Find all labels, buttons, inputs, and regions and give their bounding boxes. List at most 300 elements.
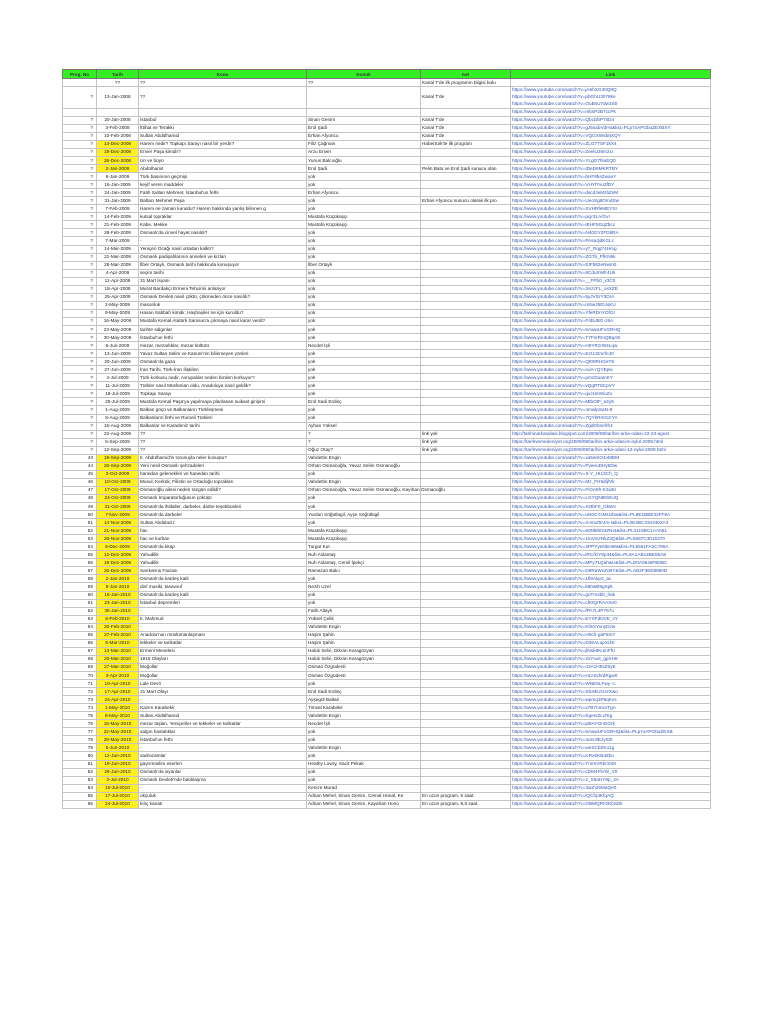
table-row (63, 414, 711, 422)
cell-konu: Balkanların fethi ve Rumeli Türkleri (139, 414, 307, 422)
cell-link[interactable]: https://www.youtube.com/watch?v=F4bUBG-z6A (511, 317, 711, 325)
table-row (63, 317, 711, 325)
cell-konu: mezar, mezarlıklar, mezar kültürü (139, 342, 307, 350)
cell-konuk: Erol Şadi (307, 165, 421, 173)
cell-konuk: yok (307, 575, 421, 583)
table-row (63, 583, 711, 591)
cell-not (421, 631, 511, 639)
cell-link[interactable]: https://www.youtube.com/watch?v=XezzFL_osXZE (511, 285, 711, 293)
cell-prog-no: 81 (63, 760, 97, 768)
cell-konuk: yok (307, 752, 421, 760)
cell-link[interactable]: https://www.youtube.com/watch?v=S-Y_HI13Ch_Q (511, 470, 711, 478)
table-row (63, 800, 711, 808)
cell-link[interactable]: https://www.youtube.com/watch?v=fPA7L4P767o (511, 607, 711, 615)
cell-konuk: yok (307, 519, 421, 527)
cell-konu: Anadolu'nun müslümanlaşması (139, 631, 307, 639)
cell-prog-no: ? (63, 422, 97, 430)
cell-not (421, 551, 511, 559)
cell-link[interactable]: https://www.youtube.com/watch?v=icRx6KB4Zbo (511, 752, 711, 760)
cell-not (421, 511, 511, 519)
cell-konuk: Erol Sadi Erdinç (307, 688, 421, 696)
cell-link[interactable]: https://www.youtube.com/watch?v=QbcDbP7tiD4 (511, 116, 711, 124)
table-row (63, 615, 711, 623)
cell-not (421, 261, 511, 269)
cell-link[interactable]: https://www.youtube.com/watch?v=EIF582eNwm0 (511, 261, 711, 269)
cell-not (421, 422, 511, 430)
cell-link[interactable]: https://www.youtube.com/watch?v=8CduXWfr4Uk (511, 269, 711, 277)
cell-prog-no: 44 (63, 462, 97, 470)
cell-prog-no: 72 (63, 688, 97, 696)
cell-link (511, 79, 711, 87)
cell-konu: Balkan göçü ve Balkanların Türkleşmesi (139, 406, 307, 414)
cell-tarih: 11-Apr-2009 (97, 277, 139, 285)
cell-tarih: 24-Jul-2010 (97, 800, 139, 808)
cell-not (421, 583, 511, 591)
cell-prog-no: ? (63, 148, 97, 156)
cell-link[interactable]: https://www.youtube.com/watch?v=IEHF5GqZbcc (511, 221, 711, 229)
cell-konu: İlber Ortaylı, Osmanlı tarihi hakkında konuşuyor (139, 261, 307, 269)
cell-not (421, 704, 511, 712)
cell-konu: Yeni nesil Osmanlı şehzadeleri (139, 462, 307, 470)
cell-prog-no: ? (63, 301, 97, 309)
cell-link[interactable]: https://www.youtube.com/watch?v=vQqRT8CpVY (511, 382, 711, 390)
table-row (63, 454, 711, 462)
table-row (63, 181, 711, 189)
cell-link[interactable]: https://www.youtube.com/watch?v=VQGXWsb8XQY (511, 132, 711, 140)
cell-not (421, 575, 511, 583)
table-row (63, 478, 711, 486)
cell-tarih: 14-Dec-2008 (97, 140, 139, 148)
cell-konuk: Haşim Şahin (307, 631, 421, 639)
table-row (63, 157, 711, 165)
cell-link[interactable]: https://www.youtube.com/watch?v=gJ5sabVdHo&list=PLp7xAPGbuZEXBXY (511, 124, 711, 132)
cell-prog-no: ? (63, 87, 97, 109)
cell-link[interactable]: https://www.youtube.com/watch?v=PyeeuDHy5Dw (511, 462, 711, 470)
cell-not (421, 672, 511, 680)
cell-link[interactable]: https://www.youtube.com/watch?v=IDeD6MKRTBY (511, 165, 711, 173)
cell-tarih: 20-Mar-2010 (97, 655, 139, 663)
table-row (63, 253, 711, 261)
cell-tarih: 4-Apr-2009 (97, 269, 139, 277)
cell-konuk: yok (307, 309, 421, 317)
table-row (63, 655, 711, 663)
cell-link[interactable]: https://www.youtube.com/watch?v=KhtGYvnyDzw (511, 623, 711, 631)
cell-link[interactable]: https://www.youtube.com/watch?v=MtbOtF_e2y8 (511, 398, 711, 406)
cell-prog-no: 64 (63, 623, 97, 631)
cell-konuk: yok (307, 245, 421, 253)
cell-link[interactable]: https://www.youtube.com/watch?v=FiOA8h-K2w5I (511, 486, 711, 494)
cell-not (421, 639, 511, 647)
table-row (63, 494, 711, 502)
cell-konu: ?? (139, 87, 307, 109)
cell-link[interactable]: https://www.youtube.com/watch?v=EgeIvZLcfKg (511, 712, 711, 720)
cell-tarih: 19-Dec-2009 (97, 559, 139, 567)
cell-konuk: Filiz Çağman (307, 140, 421, 148)
cell-konuk: Vahdettin Engin (307, 712, 421, 720)
cell-not (421, 325, 511, 333)
cell-konu: Sultan Abdülhamid (139, 132, 307, 140)
cell-link[interactable]: https://www.youtube.com/watch?v=4-nmZ5rJm-I&list=PL0E4BC3343402A3 (511, 519, 711, 527)
cell-link[interactable]: https://www.youtube.com/watch?v=VHYf7vu3fDY (511, 181, 711, 189)
cell-not: Kanal T'de (421, 132, 511, 140)
cell-link[interactable]: https://www.youtube.com/watch?v=WNE5LFwy--c (511, 680, 711, 688)
cell-konu: okçuluk (139, 792, 307, 800)
cell-link[interactable]: https://www.youtube.com/watch?v=Sfc9kUOJzXwo (511, 688, 711, 696)
cell-link[interactable]: https://www.youtube.com/watch?v=2PPYyeNbHeM&list=PL5561FA2C786A (511, 543, 711, 551)
cell-not: Pelin Batu ve Erol Şadi sunucu olan (421, 165, 511, 173)
cell-not (421, 334, 511, 342)
table-row (63, 293, 711, 301)
cell-link[interactable]: https://www.youtube.com/watch?v=SVHRfeMEYSI (511, 205, 711, 213)
cell-link[interactable]: https://www.youtube.com/watch?v=k80wB9gSpk (511, 583, 711, 591)
cell-link[interactable]: https://www.youtube.com/watch?v=GBMQRIOKbSDk (511, 800, 711, 808)
cell-not (421, 752, 511, 760)
cell-prog-no: ? (63, 205, 97, 213)
table-row (63, 784, 711, 792)
cell-link[interactable]: https://www.youtube.com/watch?v=5yJVSrY3OIA (511, 293, 711, 301)
table-row (63, 87, 711, 109)
cell-tarih: 26-Sep-2009 (97, 462, 139, 470)
cell-not (421, 567, 511, 575)
cell-prog-no: ? (63, 237, 97, 245)
cell-konu: Yahudilik (139, 551, 307, 559)
cell-prog-no: 45 (63, 470, 97, 478)
cell-link[interactable]: https://www.youtube.com/watch?v=D36ALupXiJE (511, 639, 711, 647)
cell-prog-no: ? (63, 165, 97, 173)
cell-link[interactable]: https://www.youtube.com/watch?v=dscdJeMzbZvM (511, 189, 711, 197)
cell-tarih: 26-Dec-2008 (97, 157, 139, 165)
cell-tarih: 10-Feb-2008 (97, 132, 139, 140)
table-row (63, 269, 711, 277)
cell-not (421, 358, 511, 366)
cell-konu: Osmanlı İmparatorluğunun çöküşü (139, 494, 307, 502)
cell-konu: 1915 Olayları (139, 655, 307, 663)
cell-link[interactable]: https://www.youtube.com/watch?v=cDM4FlVW_V0 (511, 768, 711, 776)
cell-link[interactable]: https://www.youtube.com/watch?v=m5wJ5EUoKU (511, 301, 711, 309)
cell-not (421, 559, 511, 567)
cell-prog-no: 52 (63, 527, 97, 535)
cell-link[interactable]: https://www.youtube.com/watch?v=Mz_FH5dlj/Vk (511, 478, 711, 486)
cell-link[interactable]: https://www.youtube.com/watch?v=mbsP2B7ccPk (511, 108, 711, 116)
cell-link[interactable]: https://www.youtube.com/watch?v=gnTmsbb_hak (511, 591, 711, 599)
cell-prog-no: ? (63, 132, 97, 140)
cell-not (421, 462, 511, 470)
cell-tarih: 4-Jul-2009 (97, 374, 139, 382)
cell-not (421, 285, 511, 293)
cell-link[interactable]: https://www.youtube.com/watch?v=wpmq3P6qKxs (511, 696, 711, 704)
cell-konuk: Vahdettin Engin (307, 623, 421, 631)
cell-konu: Kabe, Mekke (139, 221, 307, 229)
cell-not: link yok (421, 438, 511, 446)
cell-prog-no: 66 (63, 639, 97, 647)
cell-link[interactable]: https://www.youtube.com/watch?v=ZgdGbsefrh4 (511, 422, 711, 430)
cell-link[interactable]: https://www.youtube.com/watch?v=4uG4lEJySl0 (511, 736, 711, 744)
cell-link[interactable]: https://www.youtube.com/watch?v=__FPb0_x3C0 (511, 277, 711, 285)
cell-prog-no: ? (63, 269, 97, 277)
cell-link[interactable]: https://www.youtube.com/watch?v=jlNsk8KumFfU (511, 647, 711, 655)
table-row (63, 301, 711, 309)
cell-tarih: 3-Jul-2010 (97, 776, 139, 784)
cell-konuk: Osman Özgüdenli (307, 672, 421, 680)
cell-prog-no: 43 (63, 454, 97, 462)
cell-link[interactable]: https://www.youtube.com/watch?v=bHF8bsZwauY (511, 173, 711, 181)
cell-link[interactable]: https://www.youtube.com/watch?v=TnrmVRbrXS8 (511, 760, 711, 768)
cell-tarih: 23-Jan-2010 (97, 599, 139, 607)
cell-konuk: Yunus Balcıoğlu (307, 157, 421, 165)
cell-prog-no: 49 (63, 503, 97, 511)
cell-konu: Ermeni Meselesi (139, 647, 307, 655)
cell-konu: İran Tarihi, Türk-İran İlişkileri (139, 366, 307, 374)
table-row (63, 728, 711, 736)
table-row (63, 197, 711, 205)
cell-prog-no: 60 (63, 591, 97, 599)
cell-konuk: Oğuz Otay? (307, 446, 421, 454)
cell-not (421, 317, 511, 325)
cell-konuk: Yüksel Çelik (307, 615, 421, 623)
cell-tarih: 7-Nov-2009 (97, 511, 139, 519)
cell-link[interactable]: https://www.youtube.com/watch?v=x7B7nmxsTgA (511, 704, 711, 712)
cell-not (421, 696, 511, 704)
cell-link[interactable]: https://www.youtube.com/watch?v=ZLG7TSF1kX4 (511, 140, 711, 148)
table-row (63, 334, 711, 342)
cell-prog-no: 84 (63, 784, 97, 792)
cell-prog-no: ? (63, 181, 97, 189)
table-row (63, 422, 711, 430)
cell-not (421, 269, 511, 277)
cell-prog-no: 78 (63, 736, 97, 744)
cell-prog-no: 76 (63, 720, 97, 728)
cell-tarih: 25-Jul-2009 (97, 398, 139, 406)
cell-konuk: Haluk Selvi, Dikran Karagözyan (307, 655, 421, 663)
cell-link[interactable]: https://www.youtube.com/watch?v=Xt3bF0_GkWs (511, 503, 711, 511)
cell-tarih: 6-Mar-2010 (97, 639, 139, 647)
cell-konuk: yok (307, 350, 421, 358)
cell-prog-no: 48 (63, 494, 97, 502)
cell-link[interactable]: https://www.youtube.com/watch?v=iRC/k/Y8p34&list=PL9A1AB14BE55A8 (511, 551, 711, 559)
cell-link[interactable]: https://www.youtube.com/watch?v=EYSFdDVE_nY (511, 615, 711, 623)
cell-konu: tekkeler ve tarikatlar (139, 639, 307, 647)
cell-not (421, 615, 511, 623)
table-row (63, 470, 711, 478)
cell-konu: Moğollar (139, 663, 307, 671)
cell-konuk: yok (307, 173, 421, 181)
cell-konu (139, 108, 307, 116)
cell-konu: Osmanlı'da kardeş katli (139, 575, 307, 583)
cell-link[interactable]: https://www.youtube.com/watch?v=pcjr3LA/GvI (511, 213, 711, 221)
cell-link[interactable]: https://www.youtube.com/watch?v=PAsaJjdKGLc (511, 237, 711, 245)
cell-link[interactable]: https://www.youtube.com/watch?v=pmcDuamKY (511, 374, 711, 382)
cell-tarih: 13-Jun-2009 (97, 350, 139, 358)
cell-tarih: ?? (97, 79, 139, 87)
cell-prog-no: 51 (63, 519, 97, 527)
cell-not (421, 398, 511, 406)
cell-tarih: 22-Aug-2009 (97, 430, 139, 438)
cell-tarih: 29-May-2010 (97, 736, 139, 744)
cell-prog-no: 63 (63, 615, 97, 623)
cell-prog-no: ? (63, 446, 97, 454)
cell-konuk: yok (307, 728, 421, 736)
cell-not (421, 342, 511, 350)
cell-tarih: 20-Jan-2008 (97, 116, 139, 124)
cell-prog-no: ? (63, 293, 97, 301)
cell-link[interactable]: https://www.youtube.com/watch?v=HLHzdVdRgw0 (511, 672, 711, 680)
cell-link[interactable]: https://www.youtube.com/watch?v=5AwwUFxGRHQ&list=PLp7xAPGbuZEXB (511, 728, 711, 736)
cell-link[interactable]: http://tarihinarkasidasi.blogspot.com/2009/08/tarihin-arka-odasi-22-23-agust (511, 430, 711, 438)
cell-link[interactable]: https://www.youtube.com/watch?v=ruiA-rQYEpw (511, 366, 711, 374)
cell-link[interactable]: https://www.youtube.com/watch?v=EzIJJ2mrfeJ0 (511, 350, 711, 358)
cell-konu: Sarıkamış Faciası (139, 567, 307, 575)
cell-link[interactable]: https://www.youtube.com/watch?v=weXCbZKo1g (511, 744, 711, 752)
table-row (63, 663, 711, 671)
table-row (63, 108, 711, 116)
cell-link[interactable]: https://www.youtube.com/watch?v=3aoh26MaQe0 (511, 784, 711, 792)
cell-konu: Osmanlı'da gaza (139, 358, 307, 366)
cell-konuk (307, 108, 421, 116)
cell-prog-no: ? (63, 221, 97, 229)
cell-konuk: yok (307, 382, 421, 390)
cell-prog-no: 53 (63, 535, 97, 543)
cell-konu: Lale Devri (139, 680, 307, 688)
cell-tarih: 16-Jan-2010 (97, 591, 139, 599)
cell-not (421, 527, 511, 535)
cell-link[interactable]: https://www.youtube.com/watch?v=YfeRDnYOfGI (511, 309, 711, 317)
cell-link[interactable]: https://www.youtube.com/watch?v=T7FnIRmQBqAE (511, 334, 711, 342)
cell-link[interactable]: https://www.youtube.com/watch?v=1fi9Akp3_ac (511, 575, 711, 583)
cell-konuk: Erol Sadi Erdinç (307, 398, 421, 406)
table-row (63, 261, 711, 269)
cell-link[interactable]: https://www.youtube.com/watch?v=uN0CYcMUzbw&list=PL8E1BBE32FF8A (511, 511, 711, 519)
cell-link[interactable]: https://www.youtube.com/watch?v=ZG7b_PfKN6k (511, 253, 711, 261)
cell-konu: masonluk (139, 301, 307, 309)
cell-link[interactable]: https://www.youtube.com/watch?v=43A1H5sZ5yE (511, 663, 711, 671)
cell-prog-no: ? (63, 374, 97, 382)
cell-konuk: Haşim Şahin (307, 639, 421, 647)
cell-prog-no: 71 (63, 680, 97, 688)
cell-link[interactable]: https://www.youtube.com/watch?v=xa5wSO4vMDM (511, 454, 711, 462)
program-table (62, 69, 711, 809)
cell-not (421, 623, 511, 631)
cell-prog-no: 57 (63, 567, 97, 575)
cell-prog-no: 50 (63, 511, 97, 519)
cell-prog-no: ? (63, 390, 97, 398)
cell-konuk: Nezih Uzel (307, 583, 421, 591)
cell-link[interactable]: https://www.youtube.com/watch?v=lQCfq4KfqAQ (511, 792, 711, 800)
table-row (63, 140, 711, 148)
cell-link[interactable]: https://tarihvemedeniyet.org/2009/09/tarihin-arka-odasi-12-eylul-2009.html (511, 446, 711, 454)
cell-link[interactable]: https://www.youtube.com/watch?v=Qt00RHGeT8 (511, 358, 711, 366)
cell-konuk: yok (307, 591, 421, 599)
cell-konu: Türkler nasıl Müslüman oldu, Anadoluya nasıl geldik? (139, 382, 307, 390)
cell-tarih: 28-Feb-2009 (97, 229, 139, 237)
cell-konu: Moğollar (139, 672, 307, 680)
cell-konu: Sultan Abdülhamid (139, 712, 307, 720)
table-row (63, 237, 711, 245)
cell-link[interactable]: https://www.youtube.com/watch?v=4mwlpSaN-8 (511, 406, 711, 414)
cell-link[interactable]: https://www.youtube.com/watch?v=y7_Rqg74Hmg (511, 245, 711, 253)
cell-link[interactable]: https://www.youtube.com/watch?v=1toVS2NkZ3Q&list=PL5587C3015370 (511, 535, 711, 543)
cell-prog-no (63, 108, 97, 116)
cell-konu: Kazım Karabekir (139, 704, 307, 712)
cell-konuk: yok (307, 325, 421, 333)
header-not: not (421, 70, 511, 79)
table-row (63, 358, 711, 366)
cell-link[interactable]: https://www.youtube.com/watch?v=LGYQN80SIUQ (511, 494, 711, 502)
cell-not (421, 229, 511, 237)
cell-link[interactable]: https://www.youtube.com/watch?v=60Nl8hN3ZNI4&list=PL3115BC1AA051 (511, 527, 711, 535)
cell-link[interactable]: https://www.youtube.com/watch?v=7QYkRmGzrYA (511, 414, 711, 422)
cell-tarih: 12-Sep-2009 (97, 446, 139, 454)
table-row (63, 438, 711, 446)
cell-link[interactable]: https://www.youtube.com/watch?v=UeoSg8OmdSw (511, 197, 711, 205)
cell-prog-no: ? (63, 124, 97, 132)
cell-link[interactable]: https://www.youtube.com/watch?v=cfKtQrRAAXe0 (511, 599, 711, 607)
cell-prog-no: ? (63, 398, 97, 406)
cell-tarih: 30-May-2009 (97, 334, 139, 342)
cell-tarih: 17-Apr-2010 (97, 688, 139, 696)
cell-konu: - (139, 696, 307, 704)
cell-prog-no: ? (63, 350, 97, 358)
cell-konu: ?? (139, 446, 307, 454)
cell-link[interactable]: https://www.youtube.com/watch?v=H0YRzrW4Lqw (511, 342, 711, 350)
cell-link[interactable]: https://tarihvemedeniyet.org/2009/09/tarihin-arka-odasi-5-eylul-2009.html (511, 438, 711, 446)
cell-link[interactable]: https://www.youtube.com/watch?v=2vYsuit_gpXH8 (511, 655, 711, 663)
cell-link[interactable]: https://www.youtube.com/watch?v=D9RaWvZcBY&list=PLAB2F3EE8890D (511, 567, 711, 575)
cell-konu: Osmanlı'da cinsel hayat nasıldı? (139, 229, 307, 237)
cell-link[interactable]: https://www.youtube.com/watch?v=MPy71QahwU&list=PLD0A0546FB0BC (511, 559, 711, 567)
cell-tarih: 8-May-2010 (97, 712, 139, 720)
cell-tarih: 23-May-2009 (97, 325, 139, 333)
cell-tarih (97, 108, 139, 116)
cell-not (421, 728, 511, 736)
cell-prog-no: ? (63, 406, 97, 414)
table-row (63, 511, 711, 519)
cell-prog-no: ? (63, 197, 97, 205)
cell-link[interactable]: https://www.youtube.com/watch?v=jA6hXG30Q8Q https://www.youtube.com/watch?v=pbGhU3078ke https://www.youtube.com/watch?v=OuBsU7dw3S0 (511, 87, 711, 109)
cell-prog-no: ? (63, 430, 97, 438)
cell-not: link yok (421, 430, 511, 438)
cell-tarih: 7-Feb-2009 (97, 205, 139, 213)
table-row (63, 116, 711, 124)
cell-konu: Harem nedir? Topkapı Sarayı nasıl bir yerdir? (139, 140, 307, 148)
cell-konuk: yok (307, 599, 421, 607)
cell-konuk: Ayşegül Baltalı (307, 696, 421, 704)
cell-link[interactable]: https://www.youtube.com/watch?v=pi8AYOnGOrk (511, 720, 711, 728)
cell-link[interactable]: https://www.youtube.com/watch?v=2_X5aHY8p_4A (511, 776, 711, 784)
cell-konuk: Mustafa Küçükaşçı (307, 213, 421, 221)
table-row (63, 696, 711, 704)
cell-konu: Mustafa Kemal Atatürk Samsun'a çıkmaya nasıl karar verdi? (139, 317, 307, 325)
cell-konu: Balkanlar ve Karadeniz tarihi (139, 422, 307, 430)
cell-tarih: 12-Jun-2010 (97, 752, 139, 760)
cell-link[interactable]: https://www.youtube.com/watch?v=H0ch-gaF6mY (511, 631, 711, 639)
cell-tarih: 20-Jun-2009 (97, 358, 139, 366)
cell-prog-no: 56 (63, 559, 97, 567)
cell-konuk: Adnan Mehel, Sinan Genim, Kayahan Hono (307, 800, 421, 808)
cell-konuk (307, 87, 421, 109)
cell-prog-no: 46 (63, 478, 97, 486)
table-row (63, 752, 711, 760)
cell-tarih: 9-May-2009 (97, 309, 139, 317)
cell-link[interactable]: https://www.youtube.com/watch?v=qvJUeWioZo (511, 390, 711, 398)
cell-prog-no: ? (63, 229, 97, 237)
cell-link[interactable]: https://www.youtube.com/watch?v=N40GY2FD8RA (511, 229, 711, 237)
cell-tarih: 17-Oct-2009 (97, 486, 139, 494)
cell-konuk: yok (307, 253, 421, 261)
cell-link[interactable]: https://www.youtube.com/watch?v=YLgO7hluEQ0 (511, 157, 711, 165)
cell-link[interactable]: https://www.youtube.com/watch?v=ZeeiU26m2U (511, 148, 711, 156)
cell-link[interactable]: https://www.youtube.com/watch?v=5AwwUFxGRHQ (511, 325, 711, 333)
header-tarih: Tarih (97, 70, 139, 79)
